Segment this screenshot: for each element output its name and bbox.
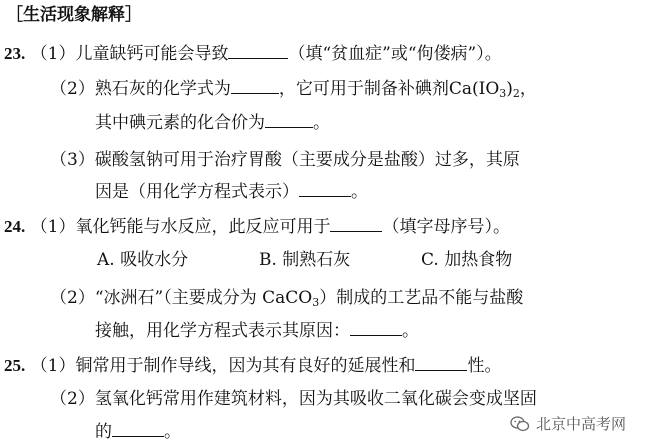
q23-p2-text: 熟石灰的化学式为 [94,79,231,99]
q23-p1-label: （1） [30,44,76,64]
q23-p2-line2-text: 其中碘元素的化合价为 [95,113,265,133]
q23-p2-label: （2） [50,79,95,99]
q23-p1-text2: （填“贫血症”或“佝偻病”）。 [288,44,502,64]
q24-p2-line2-text: 接触，用化学方程式表示其原因： [95,321,350,341]
q23-p3-label: （3） [50,150,95,170]
answer-blank[interactable] [330,215,382,232]
q24-options [97,249,512,271]
q25-p1-text2: 性。 [467,356,502,376]
q24-p1-text2: （填字母序号）。 [382,217,510,237]
subscript: 2 [512,87,520,100]
option-a[interactable]: A. 吸收水分 [97,250,189,270]
q23-p2-text4: ， [519,79,537,99]
q25-part1 [4,354,501,377]
q24-p2-line2-end: 。 [402,321,419,341]
answer-blank[interactable] [299,180,351,197]
q23-part1 [4,42,502,65]
q24-part1 [4,215,510,238]
section-title: ［生活现象解释］ [6,5,142,25]
q25-p1-label: （1） [30,356,76,376]
answer-blank[interactable] [112,420,164,437]
q23-p1-text: 儿童缺钙可能会导致 [75,44,229,64]
watermark-text: 北京中高考网 [535,415,626,433]
option-b[interactable]: B. 制熟石灰 [259,250,351,270]
q23-p2-line2-end: 。 [313,113,330,133]
q24-p2-label: （2） [50,288,95,308]
q24-p2-text2: ）制成的工艺品不能与盐酸 [319,288,524,308]
q23-p2-text3: ) [506,79,513,99]
q23-p3-line2-end: 。 [351,182,368,202]
watermark [510,413,626,434]
answer-blank[interactable] [228,42,288,59]
answer-blank[interactable] [415,354,467,371]
q23-part3-line2 [95,180,368,203]
q23-p2-text2: ，它可用于制备补碘剂Ca(IO [278,79,500,99]
q25-p1-text: 铜常用于制作导线，因为其有良好的延展性和 [75,356,416,376]
q25-part2 [50,388,537,410]
q24-p1-text: 氧化钙能与水反应，此反应可用于 [75,217,331,237]
q25-p2-line2-text: 的 [95,422,112,442]
q23-number: 23. [4,44,26,63]
q25-p2-text: 氢氧化钙常用作建筑材料，因为其吸收二氧化碳会变成坚固 [94,389,537,409]
q24-part2-line2 [95,319,419,342]
q24-p1-label: （1） [30,217,76,237]
wechat-icon [510,416,530,432]
q23-part2 [50,77,537,105]
q25-p2-label: （2） [50,389,95,409]
option-c[interactable]: C. 加热食物 [421,250,513,270]
answer-blank[interactable] [231,77,279,94]
q25-number: 25. [4,356,26,375]
subscript: 3 [499,87,507,100]
q23-p3-line2-text: 因是（用化学方程式表示） [95,182,299,202]
q24-number: 24. [4,217,26,236]
q23-p3-text: 碳酸氢钠可用于治疗胃酸（主要成分是盐酸）过多，其原 [94,150,520,170]
q24-p2-text: “冰洲石”（主要成分为 CaCO [94,288,313,308]
q25-p2-line2-end: 。 [164,422,181,442]
q24-part2 [50,287,523,314]
subscript: 3 [312,296,320,309]
answer-blank[interactable] [265,111,313,128]
answer-blank[interactable] [350,319,402,336]
q25-part2-line2 [95,420,181,443]
q23-part2-line2 [95,111,330,134]
q23-part3 [50,149,520,171]
